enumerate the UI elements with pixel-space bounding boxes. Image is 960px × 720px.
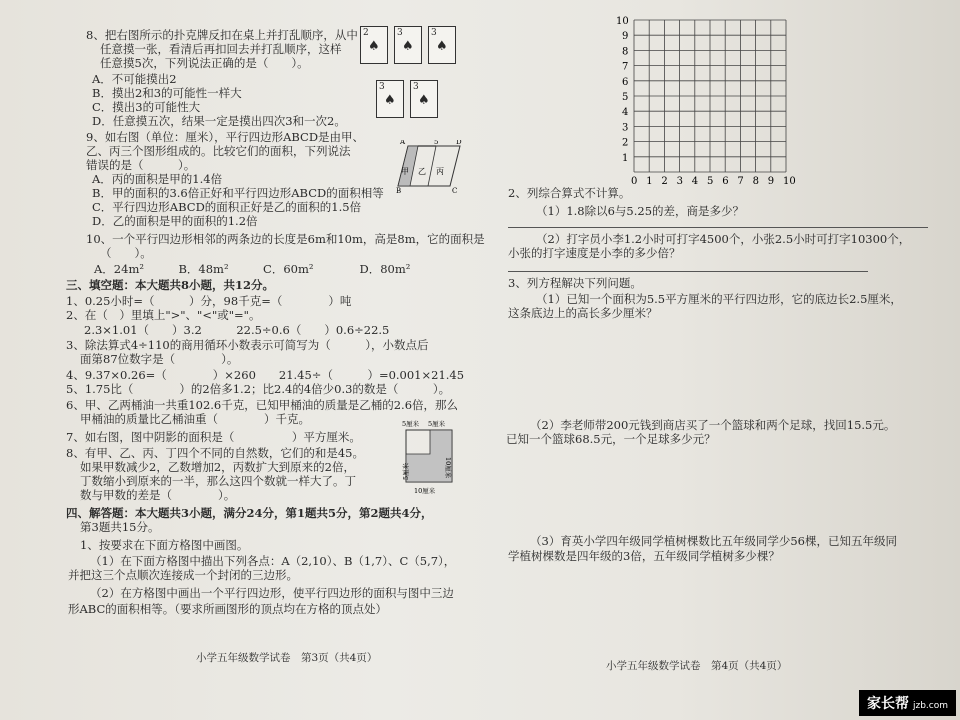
x-tick-label: 0 <box>631 176 638 187</box>
fill-3-cont: 面第87位数字是（ ）。 <box>80 352 239 366</box>
q10-line1: 10、一个平行四边形相邻的两条边的长度是6m和10m，高是8m，它的面积是 <box>86 232 485 246</box>
x-tick-label: 7 <box>737 176 744 187</box>
vertex-b-label: B <box>396 187 402 194</box>
s4-q2-part2: （2）打字员小李1.2小时可打字4500个，小张2.5小时可打字10300个， <box>536 232 911 246</box>
right-page-footer: 小学五年级数学试卷 第4页（共4页） <box>606 660 788 672</box>
fill-2-sub: 2.3×1.01（ ）3.2 22.5÷0.6（ ）0.6÷22.5 <box>84 323 390 337</box>
top-length-label: 5 <box>434 140 439 146</box>
q10-options: A．24m² B．48m² C．60m² D．80m² <box>94 262 411 276</box>
playing-card-5: 3 ♠ <box>376 80 404 118</box>
y-tick-label: 5 <box>622 92 629 103</box>
q9-line3: 错误的是（ ）。 <box>86 158 196 172</box>
fig-bottom-label: 10厘米 <box>414 487 436 495</box>
coordinate-grid <box>614 16 798 192</box>
q8-line1: 8、把右图所示的扑克牌反扣在桌上并打乱顺序，从中 <box>86 28 358 42</box>
q9-option-a: A．丙的面积是甲的1.4倍 <box>92 172 223 186</box>
fill-5: 5、1.75比（ ）的2倍多1.2；比2.4的4倍少0.3的数是（ ）。 <box>66 382 451 396</box>
parallelogram-figure <box>396 140 462 194</box>
y-tick-label: 7 <box>622 61 629 73</box>
fill-8-cont3: 数与甲数的差是（ ）。 <box>80 488 236 502</box>
region-bing-label: 丙 <box>436 167 444 176</box>
q9-line2: 乙、丙三个图形组成的。比较它们的面积，下列说法 <box>86 144 351 158</box>
fill-8: 8、有甲、乙、丙、丁四个不同的自然数，它们的和是45。 <box>66 446 364 460</box>
y-tick-label: 8 <box>622 46 629 58</box>
fill-1: 1、0.25小时=（ ）分，98千克=（ ）吨 <box>66 294 352 308</box>
y-tick-label: 3 <box>622 122 629 134</box>
fill-8-cont1: 如果甲数减少2，乙数增加2，丙数扩大到原来的2倍， <box>80 460 355 474</box>
s4-q2-part1: （1）1.8除以6与5.25的差，商是多少？ <box>536 204 745 218</box>
left-page-footer: 小学五年级数学试卷 第3页（共4页） <box>196 652 378 664</box>
x-tick-label: 3 <box>676 176 683 187</box>
s4-q3-part2-cont: 已知一个篮球68.5元，一个足球多少元？ <box>506 432 716 446</box>
playing-card-4: 3 ♠ <box>428 26 456 64</box>
shaded-region-figure <box>400 418 462 496</box>
s4-q3-part2: （2）李老师带200元钱到商店买了一个篮球和两个足球，找回15.5元。 <box>530 418 896 432</box>
section-4-heading-cont: 第3题共15分。 <box>80 520 160 534</box>
q8-option-d: D．任意摸五次，结果一定是摸出四次3和一次2。 <box>92 114 346 128</box>
x-tick-label: 5 <box>707 176 714 187</box>
vertex-c-label: C <box>452 187 458 194</box>
fill-7: 7、如右图，图中阴影的面积是（ ）平方厘米。 <box>66 430 361 444</box>
s4-q3-heading: 3、列方程解决下列问题。 <box>508 276 642 290</box>
x-tick-label: 2 <box>661 176 668 187</box>
x-tick-label: 8 <box>752 176 759 187</box>
playing-card-3: 3 ♠ <box>394 26 422 64</box>
q8-line2: 任意摸一张，看清后再扣回去并打乱顺序，这样 <box>100 42 342 56</box>
x-tick-label: 9 <box>767 176 775 187</box>
q8-option-a: A．不可能摸出2 <box>92 72 177 86</box>
y-tick-label: 1 <box>622 152 629 164</box>
q8-line3: 任意摸5次，下列说法正确的是（ ）。 <box>100 56 309 70</box>
vertex-a-label: A <box>400 140 406 146</box>
x-tick-label: 4 <box>691 176 699 187</box>
fig-left-label: 5厘米 <box>402 462 410 480</box>
x-tick-label: 1 <box>646 176 653 187</box>
section-3-heading: 三、填空题：本大题共8小题，共12分。 <box>66 278 275 292</box>
q8-option-b: B．摸出2和3的可能性一样大 <box>92 86 242 100</box>
q8-option-c: C．摸出3的可能性大 <box>92 100 201 114</box>
vertex-d-label: D <box>456 140 462 146</box>
region-yi-label: 乙 <box>418 167 426 176</box>
s4-q1: 1、按要求在下面方格图中画图。 <box>80 538 249 552</box>
s4-q3-part1: （1）已知一个面积为5.5平方厘米的平行四边形，它的底边长2.5厘米， <box>536 292 902 306</box>
y-tick-label: 9 <box>622 31 629 43</box>
fill-6: 6、甲、乙两桶油一共重102.6千克，已知甲桶油的质量是乙桶的2.6倍，那么 <box>66 398 459 412</box>
playing-card-2: 2 ♠ <box>360 26 388 64</box>
fill-6-cont: 甲桶油的质量比乙桶油重（ ）千克。 <box>80 412 310 426</box>
y-tick-label: 6 <box>622 76 629 88</box>
q9-option-b: B．甲的面积的3.6倍正好和平行四边形ABCD的面积相等 <box>92 186 384 200</box>
x-tick-label: 6 <box>722 176 729 187</box>
s4-q1-part1: （1）在下面方格图中描出下列各点：A（2,10）、B（1,7）、C（5,7）， <box>90 554 456 568</box>
s4-q2-part2-cont: 小张的打字速度是小李的多少倍？ <box>508 246 681 260</box>
s4-q3-part3: （3）育英小学四年级同学植树棵数比五年级同学少56棵，已知五年级同 <box>530 534 897 548</box>
y-tick-label: 10 <box>616 16 629 27</box>
fill-8-cont2: 丁数缩小到原来的一半，那么这四个数就一样大了。丁 <box>80 474 356 488</box>
s4-q3-part1-cont: 这条底边上的高长多少厘米？ <box>508 306 658 320</box>
site-watermark-logo: 家长帮 jzb.com <box>859 690 956 716</box>
x-tick-label: 10 <box>783 176 796 187</box>
s4-q2-heading: 2、列综合算式不计算。 <box>508 186 631 200</box>
s4-q3-part3-cont: 学植树棵数是四年级的3倍，五年级同学植树多少棵？ <box>508 549 780 563</box>
section-4-heading: 四、解答题：本大题共3小题，满分24分，第1题共5分，第2题共4分， <box>66 506 433 520</box>
q9-line1: 9、如右图（单位：厘米），平行四边形ABCD是由甲、 <box>86 130 365 144</box>
q9-option-c: C．平行四边形ABCD的面积正好是乙的面积的1.5倍 <box>92 200 362 214</box>
s4-q1-part1-cont: 并把这三个点顺次连接成一个封闭的三边形。 <box>68 568 298 582</box>
fill-3: 3、除法算式4÷110的商用循环小数表示可简写为（ ），小数点后 <box>66 338 429 352</box>
fill-2: 2、在（ ）里填上">"、"<"或"="。 <box>66 308 261 322</box>
q9-option-d: D．乙的面积是甲的面积的1.2倍 <box>92 214 258 228</box>
fig-top-right-label: 5厘米 <box>428 420 446 428</box>
y-tick-label: 2 <box>622 137 629 149</box>
fig-right-label: 10厘米 <box>444 457 452 479</box>
y-tick-label: 4 <box>622 107 629 119</box>
fill-4: 4、9.37×0.26=（ ）×260 21.45÷（ ）=0.001×21.45 <box>66 368 465 382</box>
playing-card-6: 3 ♠ <box>410 80 438 118</box>
region-jia-label: 甲 <box>401 167 409 176</box>
s4-q1-part2: （2）在方格图中画出一个平行四边形，使平行四边形的面积与图中三边 <box>90 586 454 600</box>
q10-line2: （ ）。 <box>100 246 152 260</box>
s4-q1-part2-cont: 形ABC的面积相等。（要求所画图形的顶点均在方格的顶点处） <box>68 602 388 616</box>
answer-line <box>508 271 868 272</box>
fig-top-left-label: 5厘米 <box>402 420 420 428</box>
answer-line <box>508 227 928 228</box>
